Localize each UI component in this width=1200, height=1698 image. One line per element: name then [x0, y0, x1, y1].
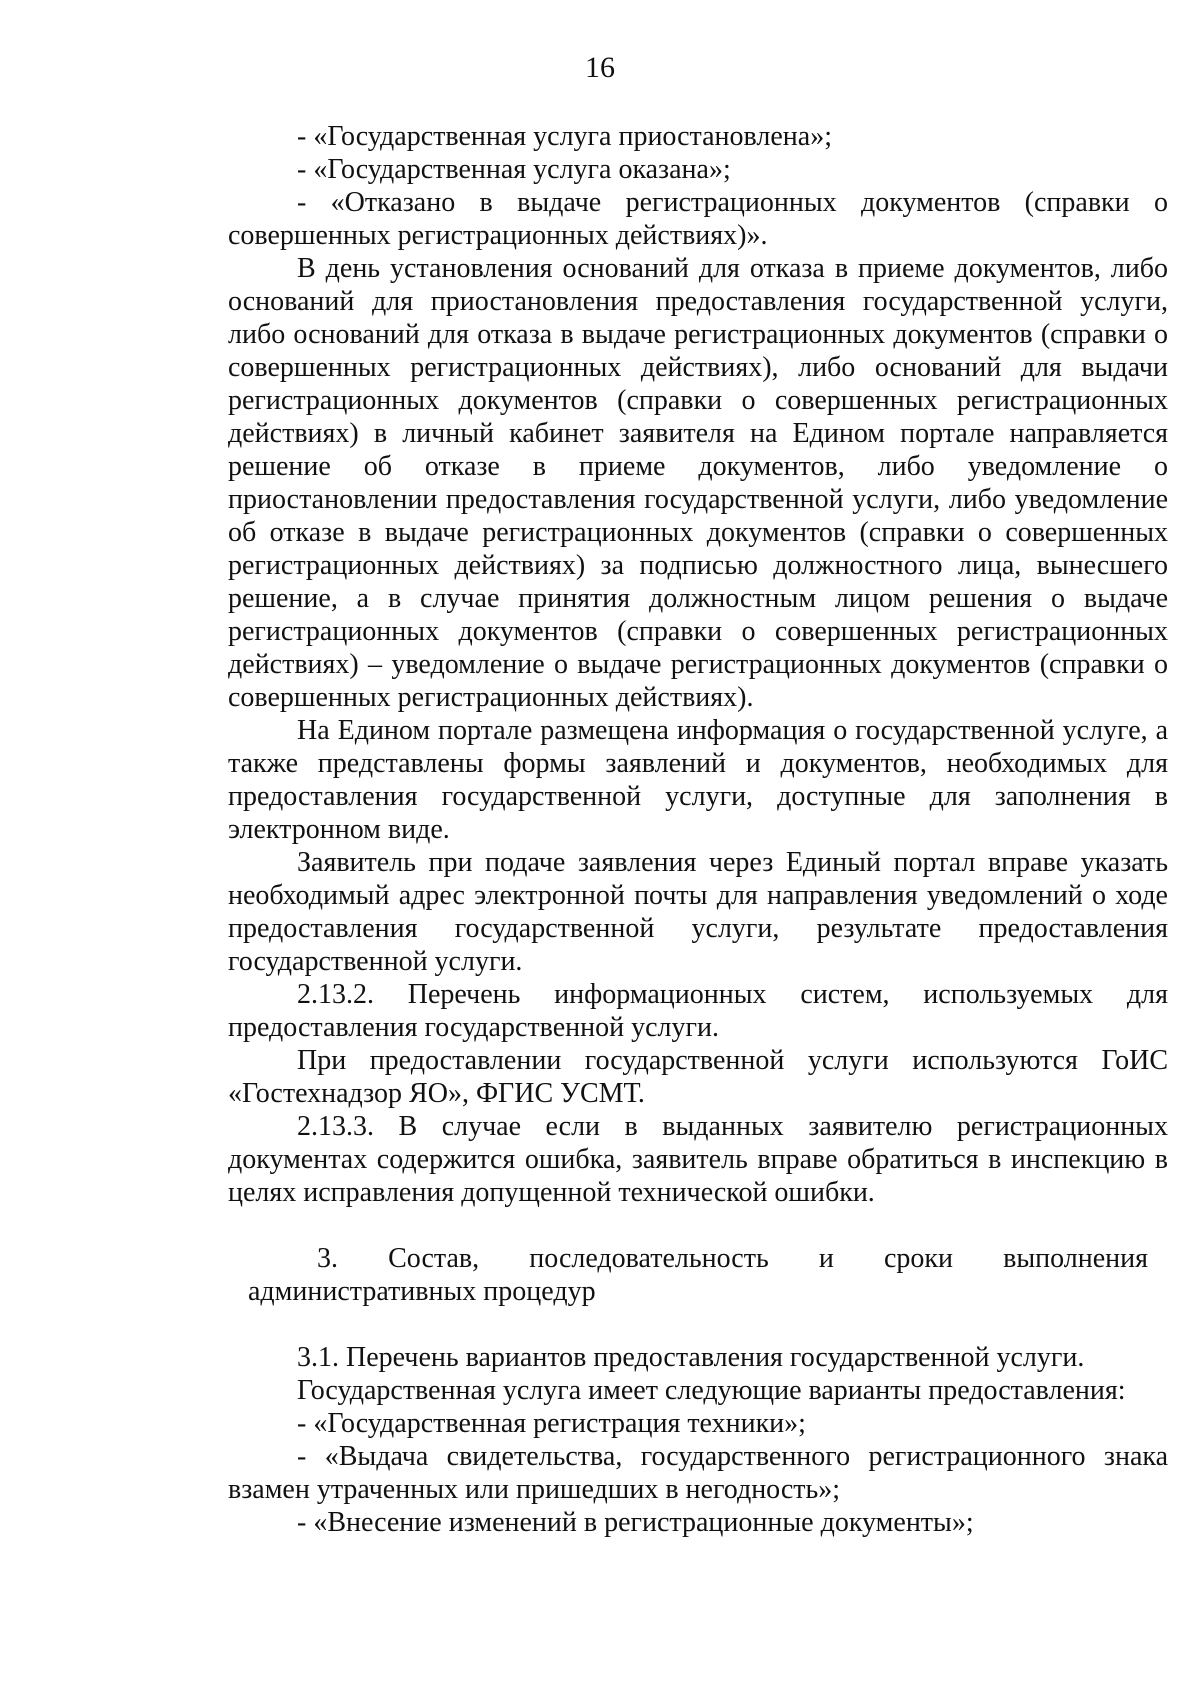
- paragraph: На Едином портале размещена информация о государственной услуге, а также представлены формы заявлений и документов, необходимых для предоставления государственной услуги, доступные для заполнения в электронном виде.: [228, 715, 1168, 845]
- spacer: [228, 1209, 1168, 1242]
- list-item: - «Отказано в выдаче регистрационных документов (справки о совершенных регистрационных действиях)».: [228, 187, 1168, 251]
- document-body: [228, 120, 1168, 1539]
- paragraph: Заявитель при подаче заявления через Единый портал вправе указать необходимый адрес электронной почты для направления уведомлений о ходе предоставления государственной услуги, результате предоставления государственной услуги.: [228, 847, 1168, 977]
- paragraph: В день установления оснований для отказа в приеме документов, либо оснований для приостановления предоставления государственной услуги, либо оснований для отказа в выдаче регистрационных документов (справки о совершенных регистрационных действиях), либо оснований для выдачи регистрационных документов (справки о совершенных регистрационных действиях) в личный кабинет заявителя на Едином портале направляется решение об отказе в приеме документов, либо уведомление о приостановлении предоставления государственной услуги, либо уведомление об отказе в выдаче регистрационных документов (справки о совершенных регистрационных действиях) за подписью должностного лица, вынесшего решение, а в случае принятия должностным лицом решения о выдаче регистрационных документов (справки о совершенных регистрационных действиях) – уведомление о выдаче регистрационных документов (справки о совершенных регистрационных действиях).: [228, 253, 1168, 713]
- page-number: 16: [585, 51, 615, 84]
- paragraph: Государственная услуга имеет следующие варианты предоставления:: [297, 1375, 1126, 1406]
- list-item: - «Государственная услуга оказана»;: [297, 154, 731, 185]
- paragraph: 3.1. Перечень вариантов предоставления государственной услуги.: [297, 1342, 1085, 1373]
- list-item: - «Государственная услуга приостановлена»;: [297, 121, 832, 152]
- list-item: - «Выдача свидетельства, государственного регистрационного знака взамен утраченных или пришедших в негодность»;: [228, 1441, 1168, 1505]
- paragraph: При предоставлении государственной услуги используются ГоИС «Гостехнадзор ЯО», ФГИС УСМТ.: [228, 1045, 1168, 1109]
- paragraph: 2.13.3. В случае если в выданных заявителю регистрационных документах содержится ошибка, заявитель вправе обратиться в инспекцию в целях исправления допущенной технической ошибки.: [228, 1111, 1168, 1208]
- paragraph: 2.13.2. Перечень информационных систем, используемых для предоставления государственной услуги.: [228, 979, 1168, 1043]
- section-heading-block: [228, 1242, 1168, 1308]
- spacer: [228, 1308, 1168, 1341]
- section-heading: 3. Состав, последовательность и сроки выполнения административных процедур: [248, 1243, 1148, 1307]
- list-item: - «Внесение изменений в регистрационные документы»;: [297, 1507, 974, 1538]
- list-item: - «Государственная регистрация техники»;: [297, 1408, 806, 1439]
